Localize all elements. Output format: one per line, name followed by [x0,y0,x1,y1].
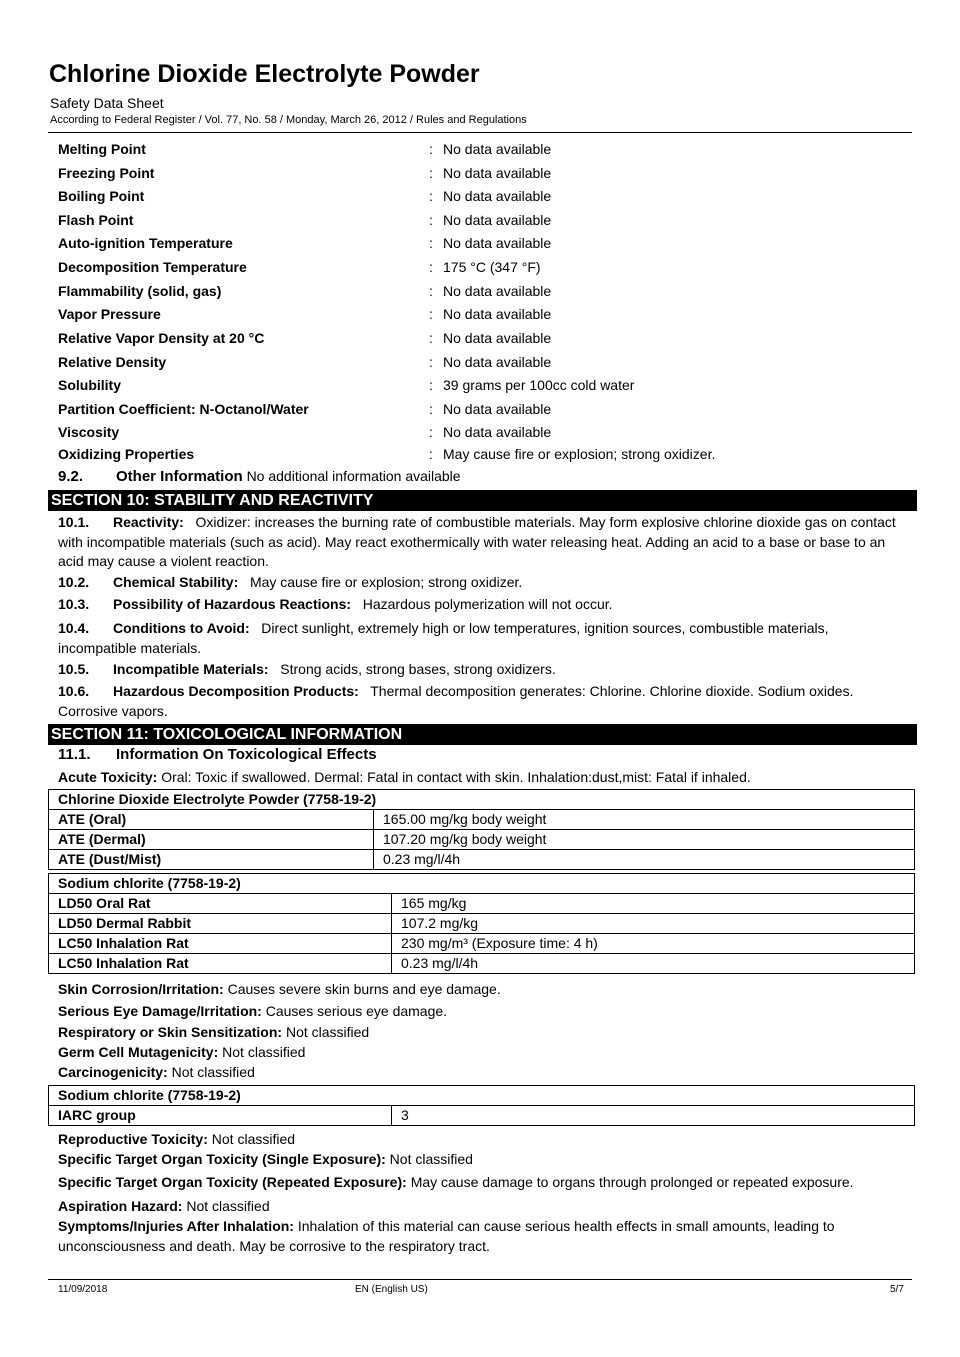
property-value: No data available [443,212,552,228]
item-text: Hazardous polymerization will not occur. [362,596,613,612]
effect-line [58,1150,908,1170]
effect-label: Aspiration Hazard: [58,1198,183,1214]
table-cell-label: LC50 Inhalation Rat [49,934,392,954]
property-colon: : [429,141,433,157]
section-10-header: SECTION 10: STABILITY AND REACTIVITY [48,490,917,511]
table-row [49,1106,915,1126]
effect-text: Not classified [211,1131,296,1147]
effect-line [58,1197,908,1217]
property-colon: : [429,306,433,322]
property-row [58,424,898,446]
acute-toxicity-text: Oral: Toxic if swallowed. Dermal: Fatal in contact with skin. Inhalation:dust,mist: Fatal if inhaled. [161,769,751,785]
section-10-item [58,573,908,593]
property-row [58,283,898,305]
item-label: Possibility of Hazardous Reactions: [113,596,352,612]
table-header-row [49,874,915,894]
property-value: No data available [443,354,552,370]
table-cell-value: 165.00 mg/kg body weight [374,810,915,830]
table-row [49,914,915,934]
table-cell-value: 0.23 mg/l/4h [392,954,915,974]
table-cell-value: 0.23 mg/l/4h [374,850,915,870]
table-header: Chlorine Dioxide Electrolyte Powder (7758-19-2) [49,790,915,810]
effect-text: Not classified [222,1044,306,1060]
property-label: Oxidizing Properties [58,446,195,462]
footer-page-number: 5/7 [890,1284,904,1295]
property-value: No data available [443,141,552,157]
regulation-reference: According to Federal Register / Vol. 77, No. 58 / Monday, March 26, 2012 / Rules and Regulations [50,114,527,126]
property-row [58,141,898,163]
property-colon: : [429,235,433,251]
table-cell-label: ATE (Oral) [49,810,374,830]
table-cell-value: 230 mg/m³ (Exposure time: 4 h) [392,934,915,954]
table-cell-label: LD50 Dermal Rabbit [49,914,392,934]
property-value: No data available [443,401,552,417]
property-label: Melting Point [58,141,146,157]
effect-text: Not classified [285,1024,370,1040]
effect-text: Not classified [186,1198,270,1214]
property-colon: : [429,377,433,393]
effect-line [58,980,908,1000]
acute-toxicity [58,768,908,788]
effect-label: Respiratory or Skin Sensitization: [58,1024,283,1040]
sodium-chlorite-ld50-table [48,873,915,974]
property-label: Decomposition Temperature [58,259,247,275]
property-label: Flash Point [58,212,134,228]
item-label: Conditions to Avoid: [113,620,250,636]
property-value: No data available [443,283,552,299]
property-value: No data available [443,424,552,440]
table-cell-label: ATE (Dust/Mist) [49,850,374,870]
property-value: No data available [443,165,552,181]
effect-text: Inhalation of this material can cause serious health effects in small amounts, leading to unconsciousness and death. May be corrosive to the respiratory tract. [58,1218,835,1254]
effect-line [58,1043,908,1063]
item-number: 10.1. [58,514,90,530]
property-label: Relative Density [58,354,167,370]
property-label: Freezing Point [58,165,155,181]
item-text: Thermal decomposition generates: Chlorine. Chlorine dioxide. Sodium oxides. Corrosive vapors. [58,683,854,719]
section-10-item [58,682,908,721]
effect-line [58,1063,908,1083]
property-label: Flammability (solid, gas) [58,283,222,299]
effect-line [58,1173,908,1193]
footer-date: 11/09/2018 [58,1284,108,1295]
effect-line [58,1130,908,1150]
property-row [58,330,898,352]
table-cell-label: ATE (Dermal) [49,830,374,850]
property-colon: : [429,354,433,370]
table-header: Sodium chlorite (7758-19-2) [49,1086,915,1106]
property-value: May cause fire or explosion; strong oxidizer. [443,446,716,462]
item-label: Chemical Stability: [113,574,239,590]
ate-table [48,789,915,870]
effect-label: Specific Target Organ Toxicity (Single Exposure): [58,1151,386,1167]
acute-toxicity-label: Acute Toxicity: [58,769,158,785]
effect-label: Carcinogenicity: [58,1064,168,1080]
table-row [49,954,915,974]
effect-text: Causes severe skin burns and eye damage. [227,981,501,997]
table-row [49,894,915,914]
property-colon: : [429,446,433,462]
property-value: No data available [443,330,552,346]
table-row [49,934,915,954]
other-info-heading: Other Information [116,468,243,485]
effect-line [58,1023,908,1043]
property-row [58,259,898,281]
section-10-item [58,595,908,615]
property-label: Boiling Point [58,188,145,204]
property-label: Vapor Pressure [58,306,161,322]
property-row [58,212,898,234]
property-row [58,306,898,328]
table-row [49,810,915,830]
table-header-row [49,790,915,810]
table-row [49,830,915,850]
effect-label: Symptoms/Injuries After Inhalation: [58,1218,294,1234]
other-info-number: 9.2. [58,468,84,485]
table-cell-value: 107.2 mg/kg [392,914,915,934]
section-10-item [58,660,908,680]
item-label: Hazardous Decomposition Products: [113,683,359,699]
effect-label: Germ Cell Mutagenicity: [58,1044,219,1060]
table-header: Sodium chlorite (7758-19-2) [49,874,915,894]
iarc-table [48,1085,915,1126]
table-cell-value: 165 mg/kg [392,894,915,914]
property-row [58,235,898,257]
section-10-item [58,513,908,572]
item-text: Strong acids, strong bases, strong oxidizers. [280,661,556,677]
item-label: Incompatible Materials: [113,661,269,677]
table-cell-value: 107.20 mg/kg body weight [374,830,915,850]
footer-language: EN (English US) [355,1284,428,1295]
table-cell-value: 3 [392,1106,915,1126]
section-10-item [58,619,908,658]
property-colon: : [429,259,433,275]
effect-text: Not classified [389,1151,473,1167]
property-colon: : [429,424,433,440]
property-colon: : [429,165,433,181]
property-row [58,165,898,187]
effect-text: Not classified [171,1064,255,1080]
property-value: 175 °C (347 °F) [443,259,541,275]
property-colon: : [429,401,433,417]
table-cell-label: IARC group [49,1106,392,1126]
item-text: Oxidizer: increases the burning rate of combustible materials. May form explosive chlorine dioxide gas on contact with incompatible materials (such as acid). May react exothermically with water releasing heat. Adding an acid to a base or base to an acid may cause a violent reaction. [58,514,896,569]
item-number: 10.4. [58,620,90,636]
table-row [49,850,915,870]
table-cell-label: LD50 Oral Rat [49,894,392,914]
item-number: 10.6. [58,683,90,699]
subsection-title: Information On Toxicological Effects [116,746,377,763]
subsection-number: 11.1. [58,746,91,763]
other-info-text: No additional information available [246,468,461,484]
property-row [58,188,898,210]
item-label: Reactivity: [113,514,184,530]
property-value: No data available [443,235,552,251]
other-information [58,468,461,485]
property-row [58,377,898,399]
toxicological-effects-heading [58,746,377,763]
item-number: 10.2. [58,574,90,590]
property-label: Auto-ignition Temperature [58,235,233,251]
header-divider [48,132,912,133]
footer-divider [48,1279,912,1280]
item-number: 10.5. [58,661,90,677]
property-row [58,354,898,376]
effect-label: Reproductive Toxicity: [58,1131,208,1147]
effect-label: Specific Target Organ Toxicity (Repeated Exposure): [58,1174,407,1190]
section-11-header: SECTION 11: TOXICOLOGICAL INFORMATION [48,724,917,745]
effect-line [58,1217,908,1256]
property-colon: : [429,188,433,204]
property-label: Solubility [58,377,121,393]
document-title: Chlorine Dioxide Electrolyte Powder [49,60,480,88]
property-label: Viscosity [58,424,120,440]
property-colon: : [429,283,433,299]
document-subtitle: Safety Data Sheet [50,95,164,111]
item-text: Direct sunlight, extremely high or low temperatures, ignition sources, combustible materials, incompatible materials. [58,620,829,656]
property-colon: : [429,330,433,346]
property-value: No data available [443,188,552,204]
property-label: Relative Vapor Density at 20 °C [58,330,265,346]
property-value: 39 grams per 100cc cold water [443,377,635,393]
effect-text: May cause damage to organs through prolonged or repeated exposure. [410,1174,854,1190]
effect-text: Causes serious eye damage. [265,1003,448,1019]
item-text: May cause fire or explosion; strong oxidizer. [249,574,523,590]
property-label: Partition Coefficient: N-Octanol/Water [58,401,309,417]
table-header-row [49,1086,915,1106]
property-colon: : [429,212,433,228]
effect-line [58,1002,908,1022]
property-row [58,401,898,423]
item-number: 10.3. [58,596,90,612]
property-value: No data available [443,306,552,322]
effect-label: Serious Eye Damage/Irritation: [58,1003,262,1019]
effect-label: Skin Corrosion/Irritation: [58,981,224,997]
table-cell-label: LC50 Inhalation Rat [49,954,392,974]
property-row [58,446,898,468]
